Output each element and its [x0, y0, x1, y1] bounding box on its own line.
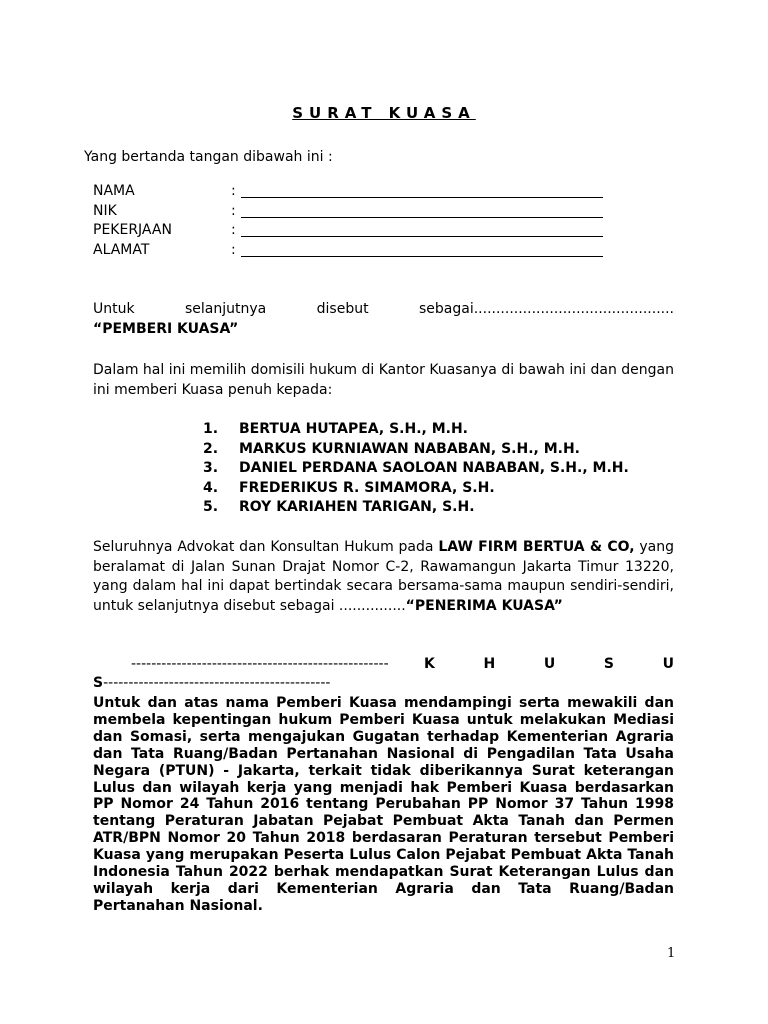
- field-label: PEKERJAAN: [93, 222, 172, 239]
- penerima-kuasa-paragraph: [93, 538, 674, 616]
- list-item: [203, 459, 629, 479]
- khusus-last-letter: S: [93, 675, 104, 691]
- field-nama: [93, 182, 603, 202]
- khusus-letters: [424, 655, 674, 674]
- field-label: ALAMAT: [93, 242, 150, 259]
- field-colon: :: [231, 202, 236, 219]
- field-blank-line[interactable]: [241, 182, 603, 198]
- law-firm-name: LAW FIRM BERTUA & CO,: [438, 539, 635, 555]
- kuasa-purpose-text: Untuk dan atas nama Pemberi Kuasa mendampingi serta mewakili dan membela kepentingan hukum Pemberi Kuasa untuk melakukan Mediasi dan Somasi, serta mengajukan Gugatan terhadap Kementerian Agraria dan Tata Ruang/Badan Pertanahan Nasional di Pengadilan Tata Usaha Negara (PTUN) - Jakarta, terkait tidak diberikannya Surat keterangan Lulus dan wilayah kerja yang menjadi hak Pemberi Kuasa berdasarkan PP Nomor 24 Tahun 2016 tentang Perubahan PP Nomor 37 Tahun 1998 tentang Peraturan Jabatan Pejabat Pembuat Akta Tanah dan Permen ATR/BPN Nomor 20 Tahun 2018 berdasaran Peraturan tersebut Pemberi Kuasa yang merupakan Peserta Lulus Calon Pejabat Pembuat Akta Tanah Indonesia Tahun 2022 berhak mendapatkan Surat Keterangan Lulus dan wilayah kerja dari Kementerian Agraria dan Tata Ruang/Badan Pertanahan Nasional.: [93, 695, 674, 914]
- pemberi-label: “PEMBERI KUASA”: [93, 320, 239, 337]
- domisili-paragraph: Dalam hal ini memilih domisili hukum di Kantor Kuasanya di bawah ini dan dengan ini memberi Kuasa penuh kepada:: [93, 362, 674, 398]
- field-alamat: [93, 241, 603, 261]
- page-number: 1: [667, 946, 676, 961]
- list-number: 2.: [203, 440, 219, 457]
- field-colon: :: [231, 242, 236, 259]
- penerima-post: yang beralamat di Jalan Sunan Drajat Nomor C-2, Rawamangun Jakarta Timur 13220, yang dalam hal ini dapat bertindak secara bersama-sama maupun sendiri-sendiri, untuk selanjutnya disebut sebagai ...............: [93, 539, 675, 614]
- field-pekerjaan: [93, 221, 603, 241]
- khusus-letter: U: [543, 656, 556, 672]
- list-item: [203, 479, 629, 499]
- field-colon: :: [231, 183, 236, 199]
- khusus-dashes-right: ---------------------------------------------: [103, 675, 331, 691]
- list-number: 4.: [203, 479, 219, 496]
- khusus-letter: S: [603, 656, 614, 672]
- list-name: BERTUA HUTAPEA, S.H., M.H.: [239, 421, 468, 437]
- field-colon: :: [231, 222, 236, 239]
- list-number: 1.: [203, 421, 219, 437]
- list-name: ROY KARIAHEN TARIGAN, S.H.: [239, 499, 475, 516]
- list-name: FREDERIKUS R. SIMAMORA, S.H.: [239, 479, 495, 496]
- penerima-label: “PENERIMA KUASA”: [405, 597, 563, 614]
- field-label: NAMA: [93, 183, 135, 199]
- list-name: DANIEL PERDANA SAOLOAN NABABAN, S.H., M.H.: [239, 460, 629, 477]
- field-blank-line[interactable]: [241, 202, 603, 218]
- field-blank-line[interactable]: [241, 221, 603, 237]
- field-blank-line[interactable]: [241, 241, 603, 257]
- list-number: 3.: [203, 460, 219, 477]
- khusus-dashes-left: ---------------------------------------------------: [131, 656, 389, 672]
- kuasa-list: [203, 420, 629, 518]
- field-label: NIK: [93, 202, 117, 219]
- intro-text: Yang bertanda tangan dibawah ini :: [84, 149, 333, 165]
- field-nik: [93, 202, 603, 222]
- pemberi-kuasa-paragraph: [93, 300, 674, 339]
- list-item: [203, 420, 629, 440]
- list-item: [203, 498, 629, 518]
- khusus-letter: K: [424, 656, 435, 672]
- penerima-pre: Seluruhnya Advokat dan Konsultan Hukum pada: [93, 539, 439, 555]
- pemberi-line: Untuk selanjutnya disebut sebagai.............................................: [93, 301, 674, 317]
- list-number: 5.: [203, 499, 219, 516]
- khusus-heading: [93, 655, 674, 693]
- document-title: SURAT KUASA: [292, 104, 476, 122]
- identity-fields: [93, 182, 603, 261]
- list-name: MARKUS KURNIAWAN NABABAN, S.H., M.H.: [239, 440, 580, 457]
- khusus-letter: U: [662, 656, 674, 672]
- khusus-letter: H: [483, 656, 496, 672]
- list-item: [203, 440, 629, 460]
